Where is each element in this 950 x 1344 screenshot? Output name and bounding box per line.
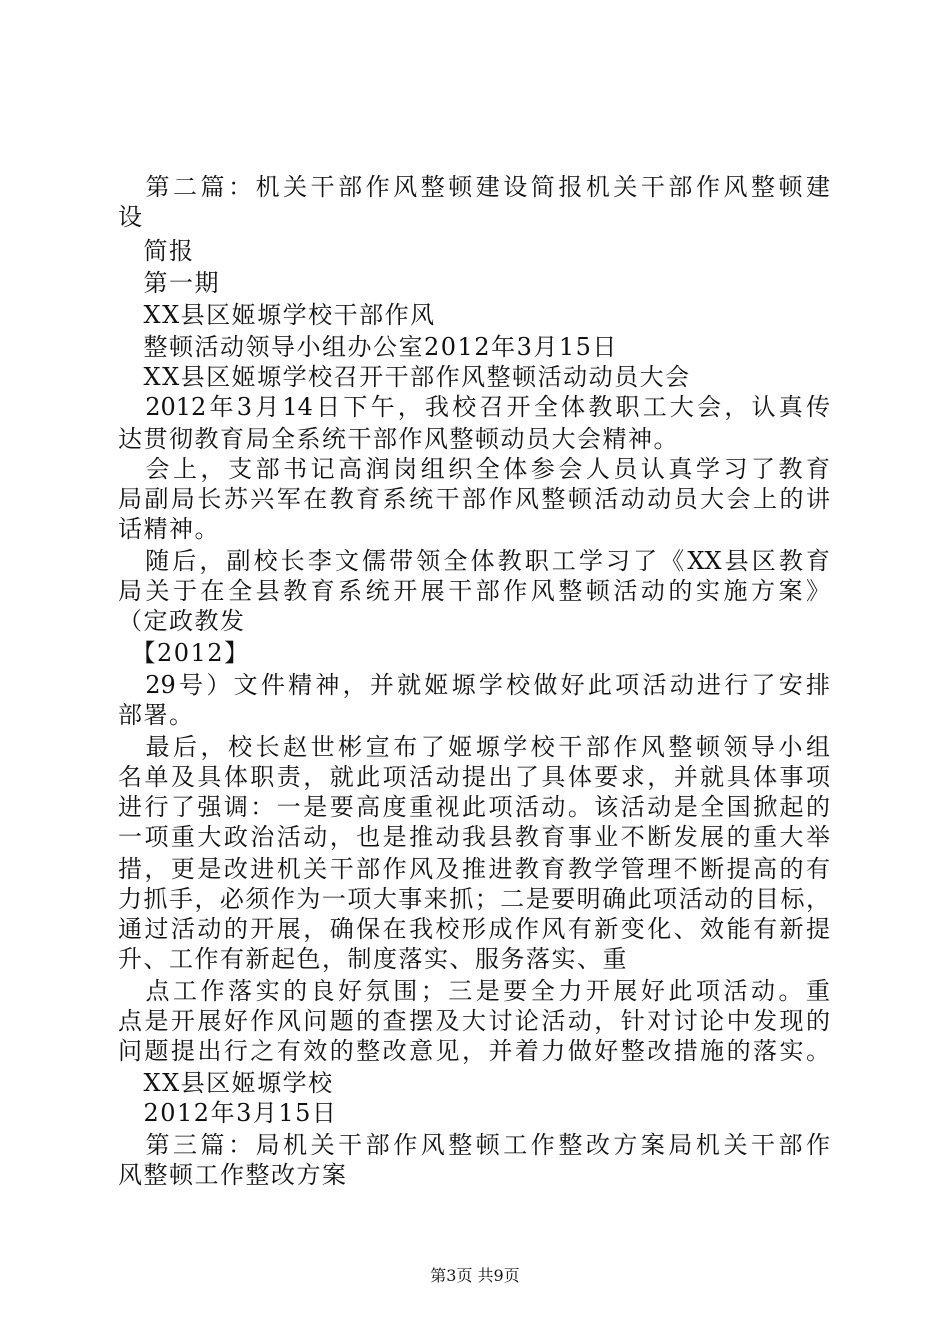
text-line: 局关于在全县教育系统开展干部作风整顿活动的实施方案》	[118, 577, 830, 605]
text-line: XX县区姬塬学校干部作风	[118, 301, 436, 329]
text-line: 2012年3月15日	[118, 1099, 338, 1127]
text-line: 点是开展好作风问题的查摆及大讨论活动，针对讨论中发现的	[118, 1007, 830, 1035]
page-number-footer: 第3页 共9页	[430, 1266, 520, 1285]
text-line: 通过活动的开展，确保在我校形成作风有新变化、效能有新提	[118, 915, 830, 943]
text-line: 设	[118, 203, 144, 231]
text-line: 最后，校长赵世彬宣布了姬塬学校干部作风整顿领导小组	[118, 733, 830, 761]
text-line: 力抓手，必须作为一项大事来抓；二是要明确此项活动的目标，	[118, 885, 830, 913]
text-line: 问题提出行之有效的整改意见，并着力做好整改措施的落实。	[118, 1037, 830, 1065]
text-line: XX县区姬塬学校	[118, 1069, 334, 1097]
text-line: 升、工作有新起色，制度落实、服务落实、重	[118, 945, 628, 973]
text-line: 随后，副校长李文儒带领全体教职工学习了《XX县区教育	[118, 547, 830, 575]
text-line: 点工作落实的良好氛围；三是要全力开展好此项活动。重	[118, 977, 830, 1005]
text-line: 部署。	[118, 701, 195, 729]
text-line: 2012年3月14日下午，我校召开全体教职工大会，认真传	[118, 393, 830, 421]
text-line: 会上，支部书记高润岗组织全体参会人员认真学习了教育	[118, 455, 830, 483]
text-line: 简报	[118, 237, 195, 265]
text-line: 名单及具体职责，就此项活动提出了具体要求，并就具体事项	[118, 763, 830, 791]
text-line: 局副局长苏兴军在教育系统干部作风整顿活动动员大会上的讲	[118, 485, 830, 513]
text-line: 一项重大政治活动，也是推动我县教育事业不断发展的重大举	[118, 823, 830, 851]
text-line: XX县区姬塬学校召开干部作风整顿活动动员大会	[118, 363, 691, 391]
text-line: 第一期	[118, 269, 220, 297]
text-line: 风整顿工作整改方案	[118, 1161, 348, 1189]
text-line: 达贯彻教育局全系统干部作风整顿动员大会精神。	[118, 425, 679, 453]
text-line: 措，更是改进机关干部作风及推进教育教学管理不断提高的有	[118, 855, 830, 883]
text-line: 第二篇：机关干部作风整顿建设简报机关干部作风整顿建	[118, 173, 830, 201]
text-line: （定政教发	[118, 607, 246, 635]
text-line: 进行了强调：一是要高度重视此项活动。该活动是全国掀起的	[118, 793, 830, 821]
text-line: 第三篇：局机关干部作风整顿工作整改方案局机关干部作	[118, 1131, 830, 1159]
text-line: 话精神。	[118, 515, 220, 543]
text-line: 整顿活动领导小组办公室2012年3月15日	[118, 333, 618, 361]
text-line: 【2012】	[118, 639, 250, 667]
text-line: 29号）文件精神，并就姬塬学校做好此项活动进行了安排	[118, 671, 830, 699]
